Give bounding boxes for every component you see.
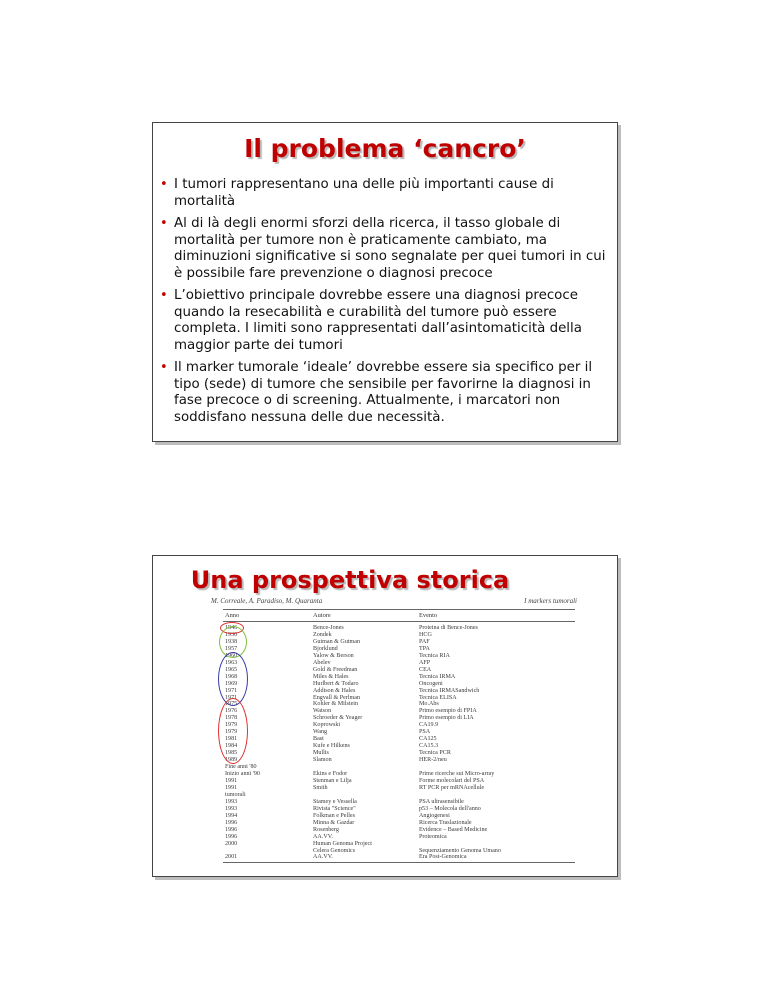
table-source-title: I markers tumorali (524, 597, 577, 605)
history-table (223, 609, 575, 863)
slide-title: Il problema ‘cancro’ (244, 134, 526, 163)
column-autore: Bence-Jones Zondek Gutman & Gutman Bjorklund Yalow & Berson Abelev Gold & Freedman Miles & Hales Hurlbert & Todaro Addison & Hales Engvall & Perlman Kohler & Milstein Watson Schroeder & Yeager Koprowski Wang Bast Kufe e Hilkens Mullis Slamon Ekins e Fodor Stenman e Lilja Smith Stamey e Vessella Rivista "Science" Folkman e Pelles Minna & Gazdar Rosenberg AA.VV. Human Genoma Project Celera Genomics AA.VV. (313, 625, 372, 861)
column-evento: Proteina di Bence-Jones HCG PAF TPA Tecnica RIA AFP CEA Tecnica IRMA Oncogeni Tecnica IRMASandwich Tecnica ELISA Mo.Abs Primo esempio di FPIA Primo esempio di LIA CA19.9 PSA CA125 CA15.3 Tecnica PCR HER-2/neu Prime ricerche sui Micro-array Forme molecolari del PSA RT PCR per mRNAcellule PSA ultrasensibile p53 – Molecola dell'anno Angiogenesi Ricerca Traslazionale Evidence – Based Medicine Proteomica Sequenziamento Genoma Umano Era Post-Genomica (419, 625, 501, 861)
bullet-dot-icon: • (160, 288, 168, 303)
bullet-item: • Il marker tumorale ‘ideale’ dovrebbe essere sia specifico per il tipo (sede) di tumore che sensibile per favorirne la diagnosi in fase precoce o di screening. Attualmente, i marcatori non soddisfano nessuna delle due necessità. (160, 360, 593, 425)
column-anno: 1846 1930 1938 1957 1960 1963 1965 1968 1969 1971 1971 1975 1976 1978 1979 1979 1981 1984 1985 1989 Fine anni '80 Inizio anni '90 1991 1991 tumorali 1993 1993 1994 1996 1996 1996 2000 2001 (225, 625, 260, 861)
slide-title: Una prospettiva storica (190, 566, 510, 594)
bullet-list (160, 177, 607, 432)
slide-il-problema-cancro (152, 122, 618, 442)
highlight-ring-icon (218, 698, 248, 764)
bullet-dot-icon: • (160, 177, 168, 192)
slide-prospettiva-storica (152, 555, 618, 877)
table-header (223, 610, 575, 622)
table-source-authors: M. Correale, A. Paradiso, M. Quaranta (211, 597, 323, 605)
table-body (223, 622, 575, 862)
scanned-table-image (211, 597, 581, 865)
column-header-anno: Anno (225, 612, 240, 619)
bullet-item: • I tumori rappresentano una delle più importanti cause di mortalità (160, 177, 554, 209)
column-header-autore: Autore (313, 612, 331, 619)
column-header-evento: Evento (419, 612, 438, 619)
bullet-dot-icon: • (160, 216, 168, 231)
bullet-dot-icon: • (160, 360, 168, 375)
bullet-item: • Al di là degli enormi sforzi della ricerca, il tasso globale di mortalità per tumore non è praticamente cambiato, ma diminuzioni significative si sono segnalate per quei tumori in cui è possibile fare prevenzione o diagnosi precoce (160, 216, 606, 281)
bullet-item: • L’obiettivo principale dovrebbe essere una diagnosi precoce quando la resecabilità e curabilità del tumore può essere completa. I limiti sono rappresentati dall’asintomaticità della maggior parte dei tumori (160, 288, 582, 353)
